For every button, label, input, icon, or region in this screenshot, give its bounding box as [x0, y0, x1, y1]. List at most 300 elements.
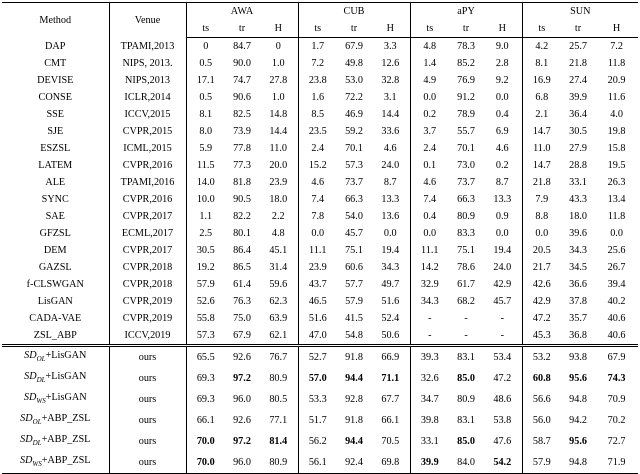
method-cell: GFZSL: [2, 225, 109, 242]
method-suffix: +ABP_ZSL: [41, 434, 91, 446]
value-cell: 16.9: [532, 75, 551, 86]
table-body: [2, 38, 638, 474]
value-cell: 33.1: [420, 436, 439, 448]
value-cell: 66.1: [371, 410, 410, 431]
venue-cell: NIPS, 2013.: [109, 55, 186, 72]
method-cell: ALE: [2, 174, 109, 191]
value-cell: 57.9: [345, 296, 363, 307]
value-cell: 86.4: [233, 245, 251, 256]
method-cell: SYNC: [2, 191, 109, 208]
value-cell: 80.9: [259, 452, 298, 474]
header-metric-ts: ts: [298, 20, 337, 38]
value-cell: 4.8: [423, 41, 437, 52]
header-metric-h: H: [259, 20, 298, 38]
value-cell: 71.1: [371, 368, 410, 389]
value-cell: 8.5: [311, 109, 325, 120]
value-cell: 57.3: [345, 160, 363, 171]
value-cell: 39.8: [420, 415, 439, 427]
value-cell: 51.6: [308, 313, 327, 324]
value-cell: 40.6: [607, 313, 626, 324]
value-cell: 0.0: [423, 228, 437, 239]
value-cell: 0.0: [483, 225, 522, 242]
value-cell: 7.2: [610, 41, 623, 52]
value-cell: 0.4: [483, 106, 522, 123]
table-row: [2, 157, 638, 174]
value-cell: 11.8: [607, 58, 626, 69]
value-cell: 20.5: [532, 245, 551, 256]
method-cell: f-CLSWGAN: [2, 276, 109, 293]
value-cell: 4.6: [371, 140, 410, 157]
method-cell: [2, 452, 109, 474]
value-cell: 80.5: [259, 389, 298, 410]
value-cell: 36.8: [569, 330, 587, 341]
value-cell: 10.0: [196, 194, 215, 205]
value-cell: 32.8: [371, 72, 410, 89]
table-row: [2, 55, 638, 72]
table-row: [2, 293, 638, 310]
value-cell: 3.3: [371, 38, 410, 56]
value-cell: 41.5: [345, 313, 363, 324]
table-row: [2, 259, 638, 276]
header-metric-tr: tr: [449, 20, 483, 38]
method-cell: ESZSL: [2, 140, 109, 157]
value-cell: 0.9: [483, 208, 522, 225]
value-cell: 81.8: [233, 177, 251, 188]
value-cell: 54.2: [483, 452, 522, 474]
venue-cell: CVPR,2018: [109, 259, 186, 276]
value-cell: 0.2: [483, 157, 522, 174]
table-row: [2, 242, 638, 259]
method-suffix: +ABP_ZSL: [41, 455, 91, 467]
value-cell: 42.9: [483, 276, 522, 293]
table-row: [2, 389, 638, 410]
value-cell: 68.2: [457, 296, 475, 307]
table-row: [2, 89, 638, 106]
value-cell: 39.4: [607, 279, 626, 290]
method-suffix: +LisGAN: [45, 371, 87, 383]
value-cell: 9.2: [483, 72, 522, 89]
value-cell: 4.6: [423, 177, 437, 188]
header-dataset-sun: SUN: [522, 3, 638, 21]
value-cell: 39.3: [410, 346, 449, 369]
value-cell: 14.4: [259, 123, 298, 140]
method-cell: DEM: [2, 242, 109, 259]
value-cell: 4.6: [311, 177, 325, 188]
value-cell: 7.9: [535, 194, 549, 205]
value-cell: 8.0: [199, 126, 213, 137]
value-cell: 7.4: [423, 194, 437, 205]
value-cell: 18.0: [569, 211, 587, 222]
value-cell: 60.6: [345, 262, 363, 273]
value-cell: 14.8: [259, 106, 298, 123]
value-cell: 73.9: [233, 126, 251, 137]
value-cell: 51.7: [308, 415, 327, 427]
value-cell: 90.0: [233, 58, 251, 69]
value-cell: 0.0: [535, 228, 549, 239]
value-cell: 26.7: [607, 262, 626, 273]
venue-cell: ECML,2017: [109, 225, 186, 242]
value-cell: 67.7: [371, 389, 410, 410]
value-cell: 4.0: [610, 109, 623, 120]
value-cell: 34.3: [371, 259, 410, 276]
value-cell: 70.0: [186, 452, 225, 474]
value-cell: 12.6: [371, 55, 410, 72]
venue-cell: CVPR,2018: [109, 276, 186, 293]
value-cell: 53.3: [308, 394, 327, 406]
value-cell: 4.6: [483, 140, 522, 157]
value-cell: 23.9: [308, 262, 327, 273]
value-cell: 54.8: [345, 330, 363, 341]
value-cell: 47.0: [308, 330, 327, 341]
value-cell: 24.0: [483, 259, 522, 276]
table-row: [2, 72, 638, 89]
method-cell: DAP: [2, 38, 109, 56]
method-suffix: +LisGAN: [45, 350, 87, 361]
value-cell: 70.1: [345, 143, 363, 154]
value-cell: 53.0: [345, 75, 363, 86]
value-cell: 20.0: [259, 157, 298, 174]
value-cell: 52.4: [371, 310, 410, 327]
value-cell: 94.2: [569, 415, 587, 427]
method-sd-prefix: $SD_{DL}$: [24, 371, 46, 385]
value-cell: 32.6: [420, 373, 439, 385]
value-cell: 40.6: [607, 330, 626, 341]
value-cell: 50.6: [371, 327, 410, 346]
value-cell: 69.8: [371, 452, 410, 474]
value-cell: 4.2: [535, 41, 549, 52]
table-row: [2, 140, 638, 157]
value-cell: 11.6: [607, 92, 626, 103]
method-cell: [2, 389, 109, 410]
value-cell: 57.0: [308, 373, 327, 385]
value-cell: 2.4: [423, 143, 437, 154]
value-cell: 55.7: [457, 126, 475, 137]
value-cell: 4.8: [259, 225, 298, 242]
value-cell: 27.4: [569, 75, 587, 86]
value-cell: 85.0: [457, 373, 475, 385]
value-cell: 84.0: [449, 452, 483, 474]
value-cell: 6.9: [483, 123, 522, 140]
method-sd-prefix: $SD_{OL}$: [24, 350, 46, 364]
value-cell: 59.6: [259, 276, 298, 293]
value-cell: 54.0: [345, 211, 363, 222]
header-dataset-awa: AWA: [186, 3, 298, 21]
method-sd-subscript: OL: [32, 418, 42, 427]
value-cell: 69.3: [196, 394, 215, 406]
value-cell: -: [428, 330, 432, 341]
value-cell: 48.6: [483, 389, 522, 410]
value-cell: 72.7: [607, 436, 626, 448]
header-method: Method: [2, 3, 109, 38]
value-cell: 81.4: [259, 431, 298, 452]
value-cell: 57.3: [196, 330, 215, 341]
value-cell: 83.3: [457, 228, 475, 239]
value-cell: 0.0: [610, 228, 623, 239]
value-cell: 7.2: [311, 58, 325, 69]
venue-cell: ICCV,2019: [109, 327, 186, 346]
value-cell: 92.6: [225, 346, 259, 369]
value-cell: 92.6: [233, 415, 251, 427]
value-cell: -: [464, 330, 468, 341]
value-cell: -: [464, 313, 468, 324]
table-row: [2, 123, 638, 140]
value-cell: 90.6: [233, 92, 251, 103]
value-cell: 51.6: [371, 293, 410, 310]
value-cell: 56.2: [308, 436, 327, 448]
header-metric-h: H: [595, 20, 638, 38]
value-cell: -: [483, 310, 522, 327]
method-cell: [2, 368, 109, 389]
value-cell: 3.7: [423, 126, 437, 137]
value-cell: 39.9: [410, 452, 449, 474]
value-cell: 1.6: [311, 92, 325, 103]
value-cell: 8.1: [535, 58, 549, 69]
value-cell: 94.8: [569, 394, 587, 406]
results-table: [2, 2, 638, 474]
value-cell: 61.7: [457, 279, 475, 290]
header-metric-ts: ts: [410, 20, 449, 38]
venue-cell: ICCV,2015: [109, 106, 186, 123]
table-row: [2, 327, 638, 346]
value-cell: 0.2: [423, 109, 437, 120]
value-cell: 34.5: [569, 262, 587, 273]
method-cell: CMT: [2, 55, 109, 72]
table-row: [2, 452, 638, 474]
value-cell: 11.0: [259, 140, 298, 157]
value-cell: 39.6: [569, 228, 587, 239]
value-cell: 1.7: [311, 41, 325, 52]
header-metric-h: H: [371, 20, 410, 38]
value-cell: 1.1: [199, 211, 213, 222]
header-metric-tr: tr: [337, 20, 371, 38]
value-cell: 97.2: [233, 436, 251, 448]
value-cell: 77.3: [233, 160, 251, 171]
value-cell: 71.9: [595, 452, 638, 474]
method-cell: [2, 431, 109, 452]
method-sd-prefix: $SD_{OL}$: [20, 413, 42, 427]
value-cell: 5.9: [199, 143, 213, 154]
value-cell: 2.2: [259, 208, 298, 225]
value-cell: 80.1: [233, 228, 251, 239]
value-cell: 53.8: [483, 410, 522, 431]
value-cell: 96.0: [233, 394, 251, 406]
value-cell: 31.4: [259, 259, 298, 276]
value-cell: 13.3: [483, 191, 522, 208]
value-cell: 56.1: [298, 452, 337, 474]
value-cell: 53.4: [483, 346, 522, 369]
value-cell: 33.1: [569, 177, 587, 188]
venue-cell: ours: [109, 368, 186, 389]
venue-cell: CVPR,2017: [109, 242, 186, 259]
value-cell: 57.9: [196, 279, 215, 290]
value-cell: 82.5: [233, 109, 251, 120]
table-row: [2, 106, 638, 123]
value-cell: 25.6: [607, 245, 626, 256]
value-cell: 96.0: [225, 452, 259, 474]
table-row: [2, 410, 638, 431]
method-sd-prefix: $SD_{WS}$: [23, 392, 46, 406]
method-cell: SJE: [2, 123, 109, 140]
value-cell: 26.3: [607, 177, 626, 188]
value-cell: 91.2: [457, 92, 475, 103]
value-cell: 70.1: [457, 143, 475, 154]
header-metric-tr: tr: [225, 20, 259, 38]
value-cell: 52.7: [298, 346, 337, 369]
value-cell: 66.3: [457, 194, 475, 205]
value-cell: 47.2: [483, 368, 522, 389]
value-cell: 59.2: [345, 126, 363, 137]
value-cell: 36.4: [569, 109, 587, 120]
value-cell: 20.9: [607, 75, 626, 86]
header-metric-tr: tr: [561, 20, 595, 38]
value-cell: 39.9: [569, 92, 587, 103]
value-cell: 75.1: [345, 245, 363, 256]
value-cell: 86.5: [233, 262, 251, 273]
value-cell: 19.2: [196, 262, 215, 273]
method-cell: CADA-VAE: [2, 310, 109, 327]
value-cell: 67.9: [233, 330, 251, 341]
value-cell: 25.7: [569, 41, 587, 52]
value-cell: 0.0: [371, 225, 410, 242]
value-cell: 21.7: [532, 262, 551, 273]
value-cell: 2.8: [483, 55, 522, 72]
value-cell: 97.2: [233, 373, 251, 385]
value-cell: 94.4: [345, 373, 363, 385]
value-cell: 76.3: [233, 296, 251, 307]
venue-cell: NIPS,2013: [109, 72, 186, 89]
venue-cell: ours: [109, 452, 186, 474]
table-row: [2, 276, 638, 293]
value-cell: 67.9: [595, 346, 638, 369]
value-cell: 15.2: [308, 160, 327, 171]
value-cell: 37.8: [569, 296, 587, 307]
header-metric-ts: ts: [186, 20, 225, 38]
value-cell: 66.1: [196, 415, 215, 427]
header-dataset-apy: aPY: [410, 3, 522, 21]
value-cell: 92.4: [337, 452, 371, 474]
value-cell: 1.0: [259, 55, 298, 72]
venue-cell: ICML,2015: [109, 140, 186, 157]
venue-cell: CVPR,2019: [109, 310, 186, 327]
value-cell: 46.9: [345, 109, 363, 120]
value-cell: 23.5: [308, 126, 327, 137]
value-cell: 21.8: [569, 58, 587, 69]
method-cell: GAZSL: [2, 259, 109, 276]
method-sd-subscript: WS: [36, 397, 46, 406]
value-cell: 45.7: [345, 228, 363, 239]
table-row: [2, 208, 638, 225]
value-cell: 0.0: [423, 92, 437, 103]
value-cell: 72.2: [345, 92, 363, 103]
results-table-container: [2, 2, 638, 474]
value-cell: 49.8: [345, 58, 363, 69]
table-row: [2, 431, 638, 452]
value-cell: 2.1: [535, 109, 549, 120]
value-cell: 78.6: [457, 262, 475, 273]
value-cell: 56.0: [532, 415, 551, 427]
value-cell: 19.5: [607, 160, 626, 171]
value-cell: 62.1: [259, 327, 298, 346]
value-cell: 62.3: [259, 293, 298, 310]
value-cell: 46.5: [308, 296, 327, 307]
table-row: [2, 310, 638, 327]
value-cell: 90.5: [233, 194, 251, 205]
value-cell: 27.8: [259, 72, 298, 89]
header-venue: Venue: [109, 3, 186, 38]
value-cell: 23.9: [259, 174, 298, 191]
value-cell: 0: [203, 41, 209, 52]
value-cell: 24.0: [371, 157, 410, 174]
value-cell: 56.6: [532, 394, 551, 406]
method-cell: LATEM: [2, 157, 109, 174]
method-sd-subscript: DL: [36, 376, 46, 385]
value-cell: 0.4: [423, 211, 437, 222]
value-cell: 43.7: [308, 279, 327, 290]
venue-cell: CVPR,2019: [109, 293, 186, 310]
method-cell: [2, 346, 109, 369]
value-cell: 57.7: [345, 279, 363, 290]
value-cell: 27.9: [569, 143, 587, 154]
value-cell: 73.0: [457, 160, 475, 171]
value-cell: 6.8: [535, 92, 549, 103]
value-cell: 8.1: [199, 109, 213, 120]
value-cell: 1.4: [423, 58, 437, 69]
value-cell: 75.1: [457, 245, 475, 256]
value-cell: 80.9: [457, 211, 475, 222]
value-cell: 45.7: [483, 293, 522, 310]
value-cell: 0.1: [423, 160, 437, 171]
method-cell: SAE: [2, 208, 109, 225]
value-cell: 91.8: [345, 415, 363, 427]
value-cell: 43.3: [569, 194, 587, 205]
value-cell: -: [428, 313, 432, 324]
value-cell: 13.3: [371, 191, 410, 208]
value-cell: 82.2: [233, 211, 251, 222]
value-cell: 36.6: [569, 279, 587, 290]
value-cell: 58.7: [532, 436, 551, 448]
value-cell: 66.3: [345, 194, 363, 205]
venue-cell: CVPR,2016: [109, 191, 186, 208]
value-cell: 94.8: [561, 452, 595, 474]
header-metric-ts: ts: [522, 20, 561, 38]
value-cell: 95.6: [569, 436, 587, 448]
value-cell: 18.0: [259, 191, 298, 208]
value-cell: 76.9: [457, 75, 475, 86]
value-cell: 93.8: [561, 346, 595, 369]
venue-cell: TPAMI,2013: [109, 38, 186, 56]
value-cell: 69.3: [196, 373, 215, 385]
value-cell: 52.6: [196, 296, 215, 307]
value-cell: 63.9: [259, 310, 298, 327]
value-cell: 34.3: [569, 245, 587, 256]
value-cell: 49.7: [371, 276, 410, 293]
table-row: [2, 368, 638, 389]
value-cell: 42.9: [532, 296, 551, 307]
method-cell: [2, 410, 109, 431]
value-cell: 94.4: [345, 436, 363, 448]
value-cell: 15.8: [607, 143, 626, 154]
header-metric-h: H: [483, 20, 522, 38]
value-cell: 75.0: [233, 313, 251, 324]
value-cell: 70.5: [371, 431, 410, 452]
value-cell: 83.1: [457, 415, 475, 427]
value-cell: 55.8: [196, 313, 215, 324]
value-cell: 4.9: [423, 75, 437, 86]
value-cell: 11.0: [533, 143, 551, 154]
value-cell: 74.7: [233, 75, 251, 86]
venue-cell: CVPR,2017: [109, 208, 186, 225]
value-cell: 47.6: [483, 431, 522, 452]
